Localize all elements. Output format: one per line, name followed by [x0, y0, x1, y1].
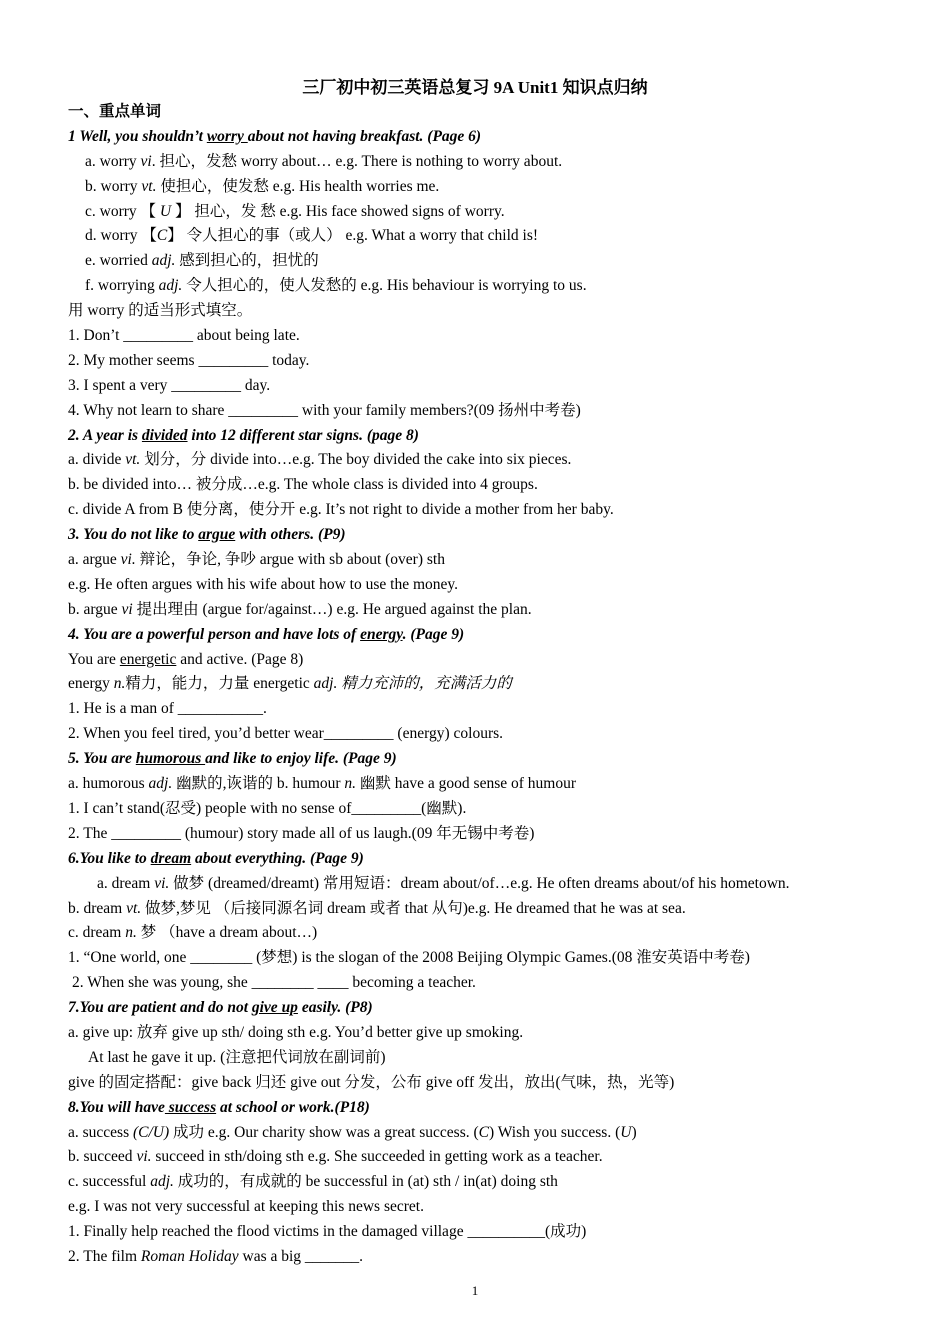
text-segment: adj.: [151, 252, 176, 270]
text-segment: about not having breakfast. (Page 6): [247, 127, 482, 145]
text-segment: 精力，能力，力量 energetic: [125, 675, 314, 693]
text-segment: 5. You are: [68, 750, 136, 768]
text-segment: 4. Why not learn to share _________ with your family members?(09 扬州中考卷): [68, 401, 581, 419]
text-line: [68, 847, 908, 872]
text-segment: C: [156, 227, 168, 245]
text-line: [68, 598, 908, 623]
text-segment: vt.: [141, 177, 157, 195]
text-line: [68, 200, 908, 225]
text-segment: at school or work.(P18): [216, 1098, 370, 1116]
text-segment: 做梦 (dreamed/dreamt) 常用短语：dream about/of…e.g. He often dreams about/of his hometown.: [169, 874, 790, 892]
text-segment: 1. Don’t _________ about being late.: [68, 327, 300, 345]
text-segment: adj.: [158, 277, 183, 295]
text-segment: d. worry 【: [85, 227, 157, 245]
text-line: [68, 324, 908, 349]
text-segment: argue: [198, 526, 236, 544]
text-segment: . (Page 9): [402, 625, 465, 643]
text-line: [68, 996, 908, 1021]
text-segment: divided: [141, 426, 188, 444]
text-segment: 2. The film: [68, 1247, 141, 1265]
text-segment: 成功的，有成就的 be successful in (at) sth / in(at) doing sth: [173, 1173, 558, 1191]
text-line: [68, 1046, 908, 1071]
text-segment: a. dream: [97, 874, 155, 892]
text-segment: vi: [121, 600, 133, 618]
text-line: [68, 1121, 908, 1146]
text-line: [68, 1245, 908, 1270]
text-line: [68, 747, 908, 772]
text-segment: U: [159, 202, 172, 220]
text-segment: into 12 different star signs. (page 8): [187, 426, 419, 444]
text-segment: 3. I spent a very _________ day.: [68, 376, 271, 394]
text-line: [68, 424, 908, 449]
text-segment: 6.You like to: [68, 849, 151, 867]
text-segment: b. worry: [85, 177, 142, 195]
text-segment: 2. The _________ (humour) story made all of us laugh.(09 年无锡中考卷): [68, 824, 535, 842]
text-segment: a. humorous: [68, 775, 149, 793]
text-segment: f. worrying: [85, 277, 159, 295]
text-line: [68, 399, 908, 424]
text-segment: 3. You do not like to: [68, 526, 199, 544]
text-segment: c. successful: [68, 1173, 151, 1191]
text-line: [68, 672, 908, 697]
text-line: [68, 249, 908, 274]
text-segment: n.: [113, 675, 126, 693]
text-line: [68, 1071, 908, 1096]
text-line: [68, 623, 908, 648]
text-line: [68, 374, 908, 399]
text-segment: energy: [360, 625, 403, 643]
text-segment: energetic: [119, 650, 177, 668]
document-title: 三厂初中初三英语总复习 9A Unit1 知识点归纳: [302, 78, 648, 97]
text-line: [68, 1096, 908, 1121]
text-line: [68, 548, 908, 573]
text-segment: succeed in sth/doing sth e.g. She succeeded in getting work as a teacher.: [151, 1148, 603, 1166]
text-segment: 幽默 have a good sense of humour: [356, 775, 577, 793]
text-line: [68, 921, 908, 946]
text-segment: vt.: [125, 451, 141, 469]
text-line: [68, 971, 908, 996]
text-segment: adj.: [150, 1173, 174, 1191]
text-segment: a. argue: [68, 551, 121, 569]
text-line: [68, 1021, 908, 1046]
text-line: [68, 797, 908, 822]
text-segment: c. dream: [68, 924, 126, 942]
text-segment: U: [620, 1123, 632, 1141]
text-segment: 】 担心，发 愁 e.g. His face showed signs of worry.: [171, 202, 505, 220]
text-segment: n.: [344, 775, 357, 793]
text-segment: adj. 精力充沛的，充满活力的: [313, 675, 512, 693]
text-segment: 1. I can’t stand(忍受) people with no sense of_________(幽默).: [68, 799, 467, 817]
text-segment: 令人担心的，使人发愁的 e.g. His behaviour is worrying to us.: [182, 277, 587, 295]
text-segment: 7.You are patient and do not: [68, 999, 252, 1017]
text-segment: dream: [150, 849, 192, 867]
text-segment: 4. You are a powerful person and have lots of: [68, 625, 361, 643]
text-segment: and like to enjoy life. (Page 9): [205, 750, 397, 768]
text-line: [68, 274, 908, 299]
text-segment: 用 worry 的适当形式填空。: [68, 302, 253, 320]
text-segment: b. dream: [68, 899, 127, 917]
text-segment: vi.: [136, 1148, 152, 1166]
text-segment: ) Wish you success. (: [489, 1123, 621, 1141]
text-segment: give up: [251, 999, 298, 1017]
text-segment: a. divide: [68, 451, 126, 469]
text-segment: vt.: [126, 899, 142, 917]
text-segment: 2. When you feel tired, you’d better wear_________ (energy) colours.: [68, 725, 504, 743]
text-segment: 做梦,梦见 （后接同源名词 dream 或者 that 从句)e.g. He dreamed that he was at sea.: [141, 899, 686, 917]
text-line: [68, 224, 908, 249]
text-line: [68, 697, 908, 722]
text-segment: vi: [140, 152, 152, 170]
text-segment: a. give up: 放弃 give up sth/ doing sth e.g. You’d better give up smoking.: [68, 1023, 524, 1041]
text-segment: 1. Finally help reached the flood victims in the damaged village __________(成功): [68, 1223, 587, 1241]
text-segment: 提出理由 (argue for/against…) e.g. He argued against the plan.: [132, 600, 532, 618]
text-segment: e.g. He often argues with his wife about how to use the money.: [68, 575, 458, 593]
text-line: [68, 1145, 908, 1170]
text-line: [68, 648, 908, 673]
text-line: [68, 299, 908, 324]
text-line: [68, 1195, 908, 1220]
text-segment: 梦 （have a dream about…): [136, 924, 318, 942]
text-segment: vi.: [120, 551, 136, 569]
text-segment: 一、重点单词: [68, 103, 162, 120]
text-line: [68, 822, 908, 847]
text-line: [68, 523, 908, 548]
text-segment: 成功 e.g. Our charity show was a great success. (: [169, 1123, 479, 1141]
text-segment: 2. My mother seems _________ today.: [68, 351, 310, 369]
text-segment: 】 令人担心的事（或人） e.g. What a worry that child is!: [167, 227, 539, 245]
text-segment: with others. (P9): [235, 526, 346, 544]
text-segment: b. be divided into… 被分成…e.g. The whole class is divided into 4 groups.: [68, 476, 538, 494]
text-segment: Roman Holiday: [140, 1247, 239, 1265]
text-segment: 划分，分 divide into…e.g. The boy divided the cake into six pieces.: [140, 451, 572, 469]
text-line: [68, 1220, 908, 1245]
text-line: [68, 100, 908, 125]
text-line: [68, 349, 908, 374]
text-segment: 感到担心的，担忧的: [175, 252, 319, 270]
text-segment: a. worry: [85, 152, 141, 170]
text-segment: about everything. (Page 9): [191, 849, 364, 867]
text-segment: At last he gave it up. (注意把代词放在副词前): [88, 1048, 386, 1066]
text-segment: 2. A year is: [68, 426, 142, 444]
text-segment: 辩论，争论, 争吵 argue with sb about (over) sth: [135, 551, 445, 569]
text-segment: You are: [68, 650, 120, 668]
text-segment: 1. “One world, one ________ (梦想) is the slogan of the 2008 Beijing Olympic Games.(08 淮安英语中考卷): [68, 949, 750, 967]
text-segment: vi.: [154, 874, 170, 892]
text-segment: 幽默的,诙谐的 b. humour: [172, 775, 345, 793]
text-segment: and active. (Page 8): [176, 650, 304, 668]
text-segment: ): [631, 1123, 637, 1141]
text-segment: easily. (P8): [297, 999, 373, 1017]
document-body: [68, 100, 908, 1270]
text-segment: (C/U): [133, 1123, 170, 1141]
text-line: [68, 175, 908, 200]
text-segment: 8.You will have: [68, 1098, 165, 1116]
page-number: 1: [471, 1283, 479, 1298]
text-line: [68, 448, 908, 473]
text-line: [68, 573, 908, 598]
text-line: [68, 1170, 908, 1195]
text-segment: adj.: [148, 775, 173, 793]
text-segment: C: [478, 1123, 489, 1141]
text-segment: b. argue: [68, 600, 122, 618]
text-segment: 1 Well, you shouldn’t: [68, 127, 207, 145]
text-segment: humorous: [135, 750, 206, 768]
text-line: [68, 473, 908, 498]
text-segment: b. succeed: [68, 1148, 137, 1166]
text-segment: give 的固定搭配：give back 归还 give out 分发，公布 give off 发出，放出(气味，热，光等): [68, 1073, 675, 1091]
text-segment: was a big _______.: [238, 1247, 364, 1265]
text-segment: n.: [125, 924, 137, 942]
text-line: [68, 772, 908, 797]
text-segment: . 担心，发愁 worry about… e.g. There is nothing to worry about.: [151, 152, 563, 170]
text-segment: a. success: [68, 1123, 133, 1141]
text-segment: e. worried: [85, 252, 152, 270]
text-segment: success: [164, 1098, 217, 1116]
text-segment: 使担心，使发愁 e.g. His health worries me.: [156, 177, 440, 195]
text-segment: worry: [206, 127, 248, 145]
text-segment: e.g. I was not very successful at keeping this news secret.: [68, 1198, 424, 1216]
text-line: [68, 150, 908, 175]
text-line: [68, 125, 908, 150]
text-line: [68, 722, 908, 747]
text-line: [68, 872, 908, 897]
text-segment: 2. When she was young, she ________ ____ becoming a teacher.: [72, 974, 476, 992]
text-segment: energy: [68, 675, 114, 693]
text-segment: c. worry 【: [85, 202, 160, 220]
text-line: [68, 498, 908, 523]
text-segment: 1. He is a man of ___________.: [68, 700, 267, 718]
text-line: [68, 946, 908, 971]
text-line: [68, 897, 908, 922]
text-segment: c. divide A from B 使分离，使分开 e.g. It’s not right to divide a mother from her baby.: [68, 501, 614, 519]
